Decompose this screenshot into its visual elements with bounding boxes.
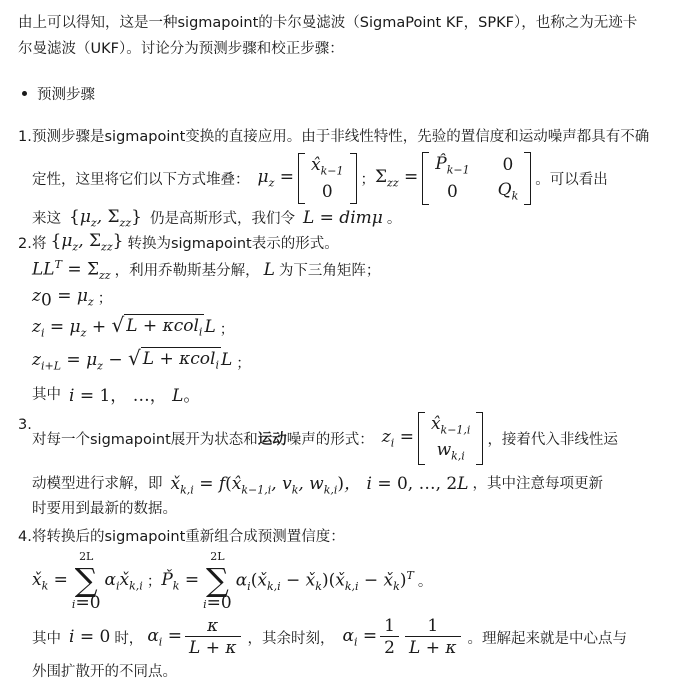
item-1-text: 定性，这里将它们以下方式堆叠： — [32, 171, 250, 188]
math-alpha-0: $\alpha_i$ = — [147, 626, 182, 649]
item-2-text: 其中 — [32, 386, 61, 403]
item-1-text: 。 — [386, 211, 402, 228]
bullet-dot-icon — [22, 91, 27, 96]
math-i-zero: i = 0 — [69, 627, 111, 648]
math-motion-model: $x̌_{k,i}$ = $f(x̂_{k-1,i}$, $v_k$, $w_{k,i}$)， i = 0, …, 2L — [170, 473, 469, 496]
item-1-text: 来这 — [32, 211, 61, 228]
item-2-text: ； — [97, 291, 113, 308]
math-sum: 2L ∑ i=0 — [71, 549, 101, 613]
item-3-text: ，接着代入非线性运 — [487, 431, 618, 448]
item-2-line-2 — [32, 258, 674, 282]
item-3-text: 噪声的形式： — [286, 431, 374, 448]
item-4-line-1: 将转换后的sigmapoint重新组合成预测置信度： — [32, 528, 345, 545]
math-z0: $z_0 = \mu_z$ — [32, 285, 94, 310]
item-2-text: ，利用乔勒斯基分解， — [114, 263, 260, 280]
math-gaussian-pair: {$\mu_z$, $\Sigma_{zz}$} — [50, 231, 124, 254]
item-1-text: 仍是高斯形式，我们令 — [149, 211, 295, 228]
math-P-check: $P̌_k$ = — [161, 569, 200, 593]
item-2-text: ； — [219, 322, 235, 339]
math-sigma-zz: $\Sigma_{zz}$ = — [375, 167, 419, 190]
math-x-check: $x̌_k$ = — [32, 569, 68, 593]
item-1-sep: ； — [360, 171, 375, 188]
math-zi: $z_i$ = — [381, 426, 414, 450]
item-4-text: 其中 — [32, 630, 61, 647]
bullet-prediction — [18, 80, 674, 106]
item-4-text: 。 — [417, 574, 433, 591]
item-3-text: 动模型进行求解，即 — [32, 475, 163, 492]
math-L: L — [263, 259, 275, 280]
list-item-1 — [18, 124, 674, 229]
item-4-text: 。理解起来就是中心点与 — [467, 630, 628, 647]
math-cholesky: $LL^T = \Sigma_{zz}$ — [32, 257, 111, 282]
item-4-text: ，其余时刻， — [247, 630, 335, 647]
item-3-line-1 — [32, 412, 674, 465]
math-sum: 2L ∑ i=0 — [203, 549, 232, 613]
item-4-line-2 — [32, 550, 674, 612]
math-x-check-body: $\alpha_ix̌_{k,i}$ — [104, 569, 143, 593]
math-index-range: i = 1， …， L。 — [69, 385, 201, 406]
item-4-line-3 — [32, 616, 674, 659]
bullet-label: 预测步骤 — [37, 86, 95, 103]
item-2-line-6 — [32, 381, 674, 406]
item-4-text: 时， — [114, 630, 144, 647]
item-3-text: ，其中注意每项更新 — [472, 475, 604, 492]
list-item-4 — [18, 524, 674, 685]
list-number: 3. — [18, 416, 32, 433]
math-P-check-body: $\alpha_i(x̌_{k,i}$ − $x̌_k)(x̌_{k,i}$ − $x̌_k)^T$ — [235, 568, 414, 593]
item-2-line-1 — [32, 231, 674, 253]
math-frac-half: $\frac{1}{2}$ — [380, 616, 399, 659]
item-4-sep: ； — [146, 574, 162, 591]
math-frac-kappa: $\frac{\kappa}{L + \kappa}$ — [185, 616, 241, 659]
item-2-line-4 — [32, 314, 674, 343]
math-L-def: L = dimμ — [302, 207, 383, 228]
item-3-text: 对每一个sigmapoint展开为状态和 — [32, 431, 258, 448]
math-frac-inv: $\frac{1}{L + \kappa}$ — [405, 616, 461, 659]
math-alpha-i: $\alpha_i$ = — [342, 626, 378, 649]
item-2-line-3 — [32, 286, 674, 310]
item-4-line-4: 外围扩散开的不同点。 — [32, 663, 177, 680]
item-3-line-3: 时要用到最新的数据。 — [32, 500, 177, 517]
list-item-3 — [18, 412, 674, 522]
item-2-text: 将 — [32, 235, 47, 252]
item-2-line-5 — [32, 347, 674, 376]
item-1-line-1: 预测步骤是sigmapoint变换的直接应用。由于非线性特性，先验的置信度和运动噪声都具有不确 — [32, 129, 650, 145]
item-1-text-post: 。可以看出 — [535, 171, 608, 188]
intro-line-1: 由上可以得知，这是一种sigmapoint的卡尔曼滤波（SigmaPoint KF，SPKF），也称之为无迹卡 — [18, 15, 638, 31]
item-2-text: ； — [236, 355, 251, 372]
list-number: 1. — [18, 129, 32, 145]
math-zi-plus: $z_i = \mu_z$ + √ L + κcol$_i$ L — [32, 314, 216, 343]
math-matrix-zi: $x̂_{k-1,i}$ $w_{k,i}$ — [418, 412, 484, 465]
list-item-2 — [18, 231, 674, 406]
math-zi-minus: $z_{i+L} = \mu_z$ − √ L + κcol$_i$ L — [32, 347, 232, 376]
item-3-line-2 — [32, 469, 674, 496]
item-3-bold: 运动 — [257, 431, 287, 448]
math-matrix-mu: $x̂_{k-1}$ 0 — [298, 153, 356, 203]
item-1-line-3 — [32, 207, 674, 229]
item-2-text: 转换为sigmapoint表示的形式。 — [127, 235, 339, 252]
item-1-line-2 — [32, 152, 674, 205]
math-mu-z: $\mu_z$ = — [257, 167, 295, 190]
list-number: 4. — [18, 528, 32, 545]
intro-line-2: 尔曼滤波（UKF）。讨论分为预测步骤和校正步骤： — [18, 41, 344, 57]
math-matrix-sigma: $P̂_{k-1}$ 0 0 $Q_k$ — [422, 152, 531, 205]
item-2-text: 为下三角矩阵； — [278, 263, 381, 280]
intro-paragraph — [18, 10, 674, 62]
math-gaussian-pair: {$\mu_z$, $\Sigma_{zz}$} — [69, 206, 142, 230]
list-number: 2. — [18, 236, 32, 253]
